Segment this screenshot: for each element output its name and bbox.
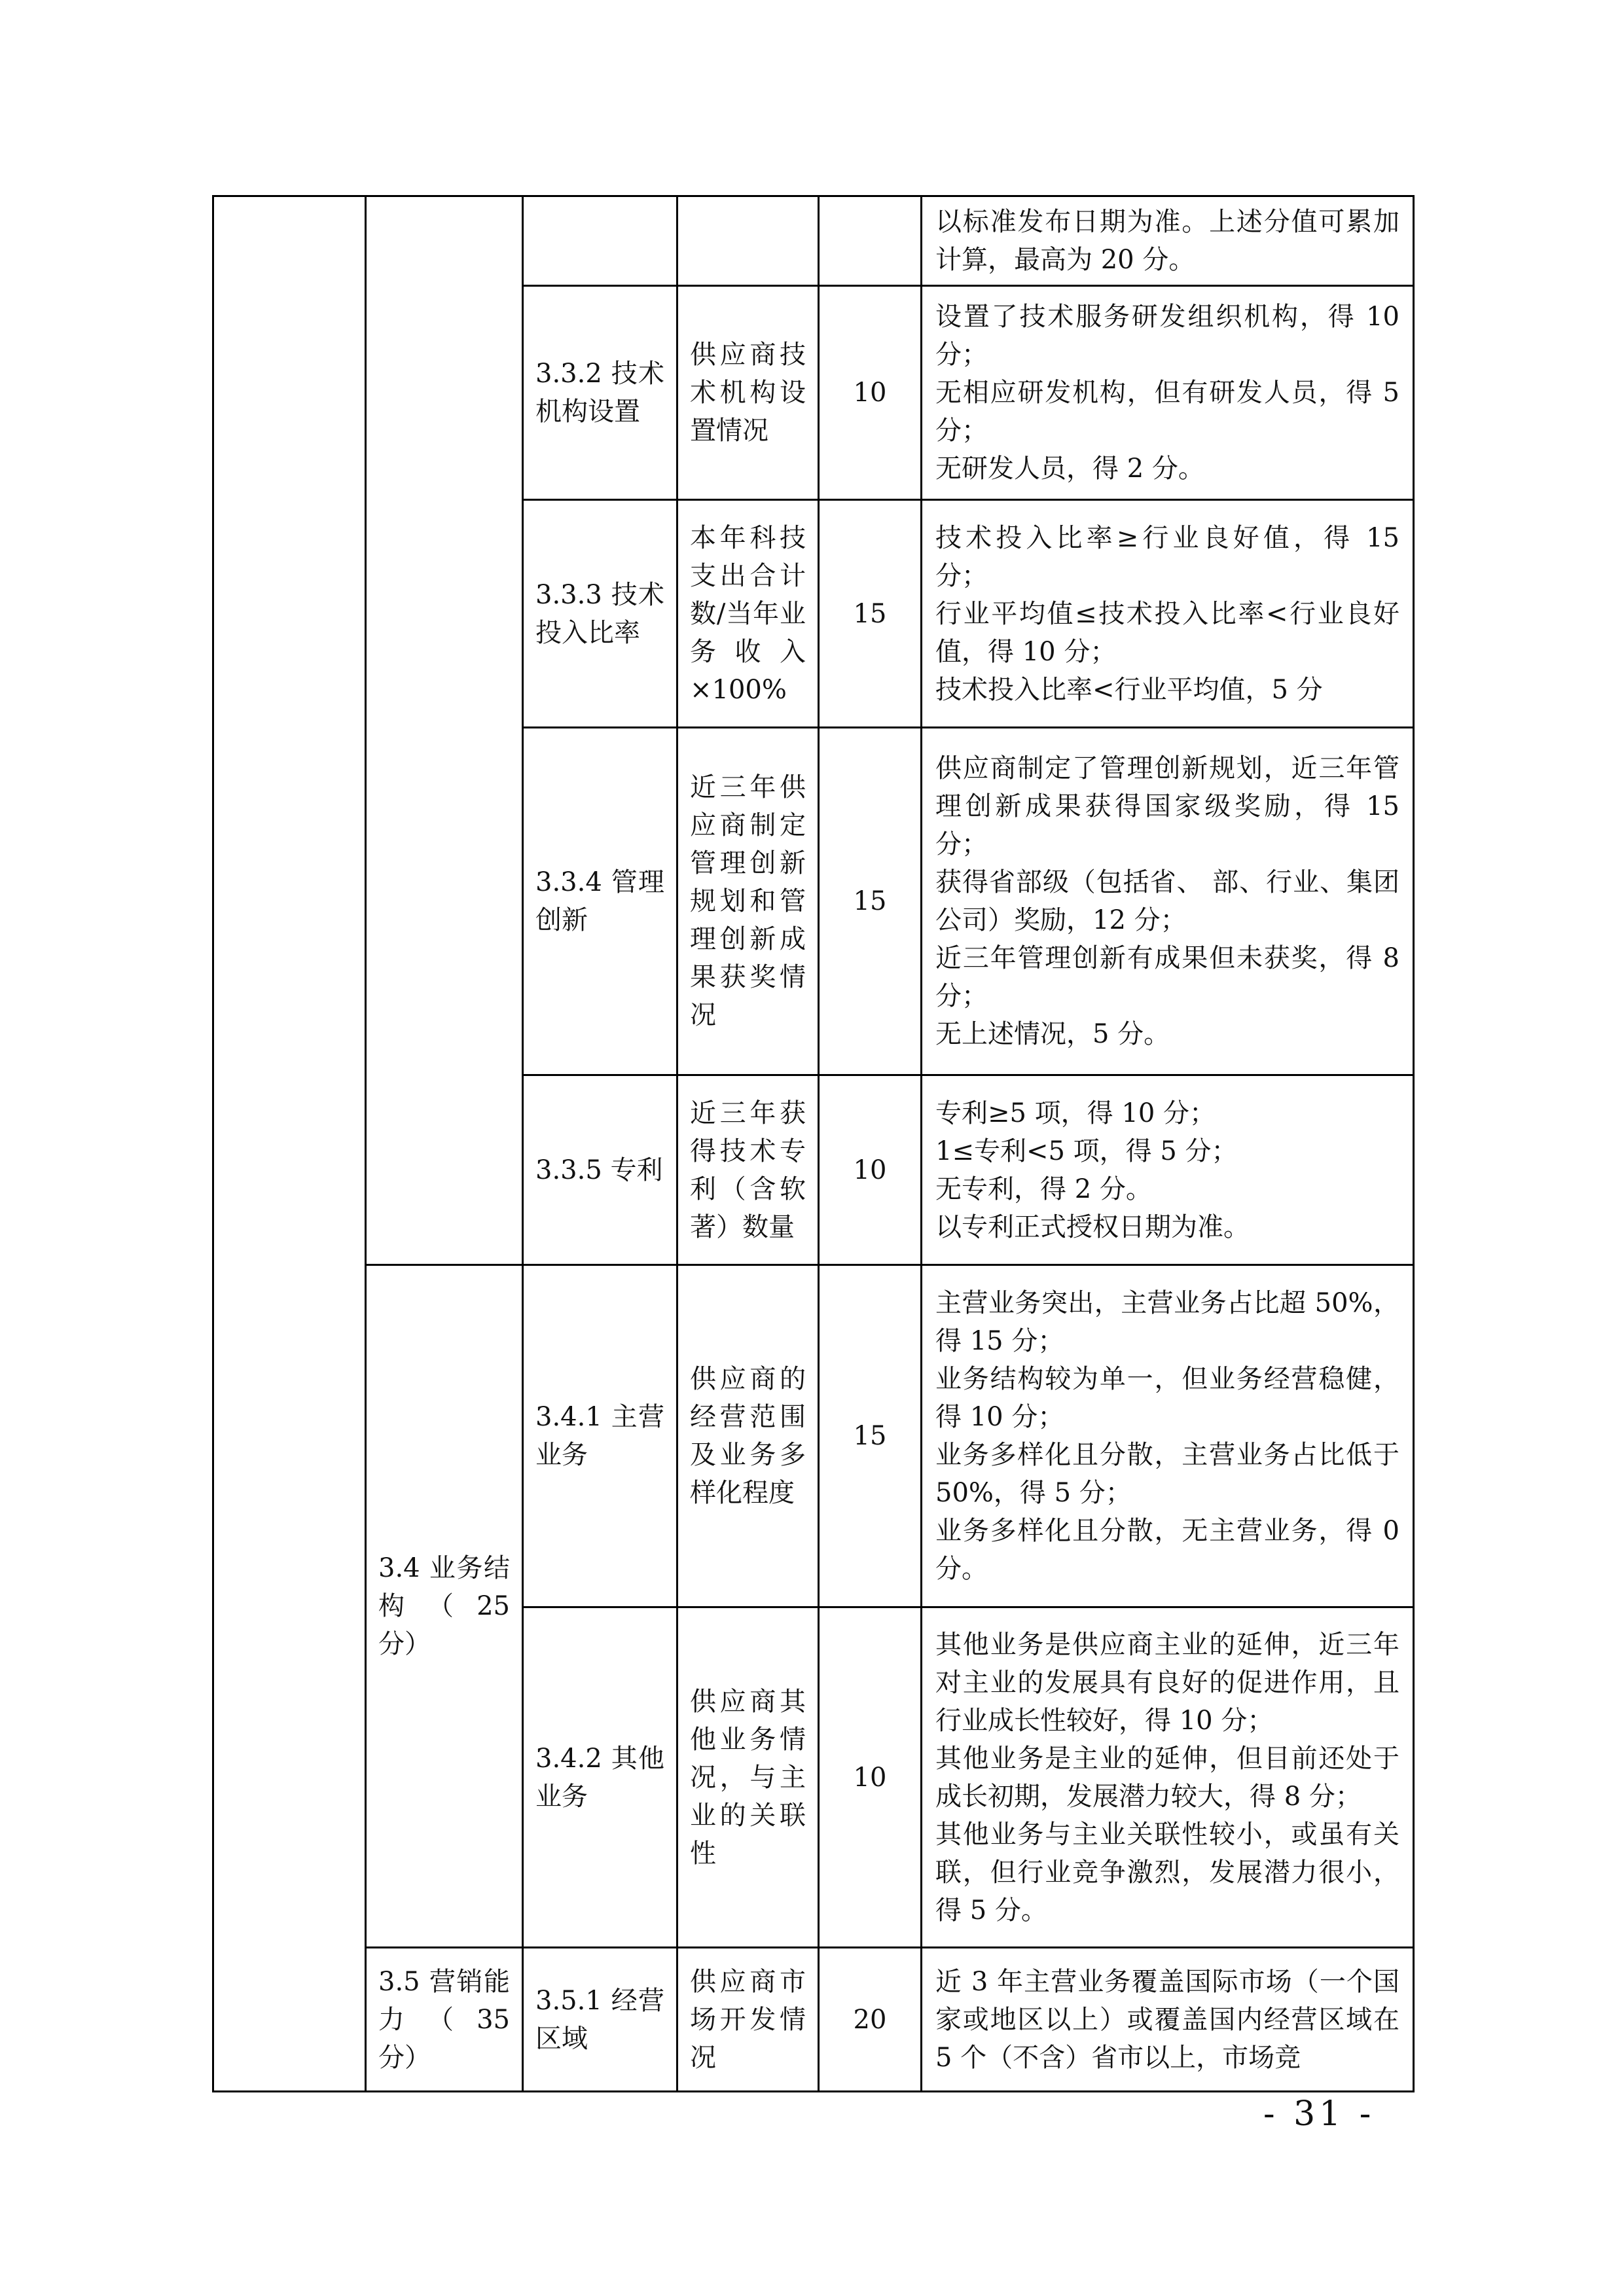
table-row bbox=[213, 1265, 1414, 1607]
category-cell: 3.5 营销能力（35 分） bbox=[366, 1948, 523, 2092]
criteria-cell bbox=[922, 1607, 1414, 1948]
score-cell bbox=[819, 196, 922, 286]
criteria-cell bbox=[922, 728, 1414, 1075]
score-cell: 10 bbox=[819, 286, 922, 500]
table-row bbox=[213, 196, 1414, 286]
criteria-line: 近三年管理创新有成果但未获奖，得 8 分； bbox=[935, 943, 1399, 1011]
criteria-line: 其他业务与主业关联性较小，或虽有关联，但行业竞争激烈，发展潜力很小，得 5 分。 bbox=[935, 1819, 1399, 1926]
score-cell: 10 bbox=[819, 1075, 922, 1265]
criteria-line: 近 3 年主营业务覆盖国际市场（一个国家或地区以上）或覆盖国内经营区域在 5 个（不含）省市以上，市场竞 bbox=[935, 1966, 1399, 2073]
indicator-cell: 近三年获得技术专利（含软著）数量 bbox=[677, 1075, 819, 1265]
page-number: - 31 - bbox=[1263, 2094, 1375, 2134]
first-column-cell bbox=[213, 196, 366, 2092]
criteria-line: 以标准发布日期为准。上述分值可累加计算，最高为 20 分。 bbox=[935, 207, 1399, 275]
score-cell: 15 bbox=[819, 500, 922, 728]
indicator-cell: 供应商市场开发情况 bbox=[677, 1948, 819, 2092]
criteria-cell bbox=[922, 500, 1414, 728]
criteria-line: 无上述情况，5 分。 bbox=[935, 1019, 1170, 1049]
criteria-line: 行业平均值≤技术投入比率<行业良好值，得 10 分； bbox=[935, 598, 1399, 667]
sub-item-cell: 3.3.4 管理创新 bbox=[523, 728, 677, 1075]
criteria-cell bbox=[922, 1265, 1414, 1607]
indicator-cell: 近三年供应商制定管理创新规划和管理创新成果获奖情况 bbox=[677, 728, 819, 1075]
indicator-cell: 供应商技术机构设置情况 bbox=[677, 286, 819, 500]
criteria-line: 以专利正式授权日期为准。 bbox=[935, 1211, 1250, 1242]
criteria-cell bbox=[922, 196, 1414, 286]
sub-item-cell: 3.3.2 技术机构设置 bbox=[523, 286, 677, 500]
criteria-line: 无专利，得 2 分。 bbox=[935, 1174, 1152, 1204]
criteria-line: 1≤专利<5 项，得 5 分； bbox=[935, 1136, 1238, 1166]
criteria-line: 供应商制定了管理创新规划，近三年管理创新成果获得国家级奖励，得 15 分； bbox=[935, 753, 1399, 859]
criteria-line: 技术投入比率<行业平均值，5 分 bbox=[935, 674, 1323, 705]
criteria-line: 无研发人员，得 2 分。 bbox=[935, 454, 1204, 484]
sub-item-cell: 3.3.3 技术投入比率 bbox=[523, 500, 677, 728]
evaluation-table bbox=[212, 195, 1415, 2092]
score-cell: 20 bbox=[819, 1948, 922, 2092]
criteria-line: 其他业务是主业的延伸，但目前还处于成长初期，发展潜力较大，得 8 分； bbox=[935, 1743, 1399, 1812]
criteria-line: 专利≥5 项，得 10 分； bbox=[935, 1098, 1216, 1128]
criteria-line: 业务结构较为单一，但业务经营稳健，得 10 分； bbox=[935, 1364, 1399, 1432]
criteria-cell bbox=[922, 286, 1414, 500]
score-cell: 15 bbox=[819, 1265, 922, 1607]
indicator-cell: 本年科技支出合计数/当年业务收入×100% bbox=[677, 500, 819, 728]
indicator-cell bbox=[677, 196, 819, 286]
category-cell: 3.4 业务结构（25 分） bbox=[366, 1265, 523, 1948]
criteria-line: 技术投入比率≥行业良好值，得 15 分； bbox=[935, 522, 1399, 591]
criteria-line: 设置了技术服务研发组织机构，得 10 分； bbox=[935, 302, 1399, 370]
criteria-line: 业务多样化且分散，无主营业务，得 0 分。 bbox=[935, 1516, 1399, 1584]
criteria-line: 无相应研发机构，但有研发人员，得 5 分； bbox=[935, 378, 1399, 446]
sub-item-cell: 3.4.1 主营业务 bbox=[523, 1265, 677, 1607]
sub-item-cell: 3.4.2 其他业务 bbox=[523, 1607, 677, 1948]
table-row bbox=[213, 1948, 1414, 2092]
sub-item-cell: 3.3.5 专利 bbox=[523, 1075, 677, 1265]
criteria-line: 其他业务是供应商主业的延伸，近三年对主业的发展具有良好的促进作用，且行业成长性较好，得 10 分； bbox=[935, 1629, 1399, 1736]
score-cell: 15 bbox=[819, 728, 922, 1075]
sub-item-cell: 3.5.1 经营区域 bbox=[523, 1948, 677, 2092]
criteria-cell bbox=[922, 1075, 1414, 1265]
indicator-cell: 供应商其他业务情况，与主业的关联性 bbox=[677, 1607, 819, 1948]
criteria-line: 业务多样化且分散，主营业务占比低于 50%，得 5 分； bbox=[935, 1440, 1399, 1508]
score-cell: 10 bbox=[819, 1607, 922, 1948]
criteria-line: 获得省部级（包括省、 部、行业、集团公司）奖励，12 分； bbox=[935, 867, 1399, 935]
criteria-line: 主营业务突出，主营业务占比超 50%，得 15 分； bbox=[935, 1288, 1399, 1356]
category-cell-empty bbox=[366, 196, 523, 1265]
indicator-cell: 供应商的经营范围及业务多样化程度 bbox=[677, 1265, 819, 1607]
criteria-cell bbox=[922, 1948, 1414, 2092]
sub-item-cell bbox=[523, 196, 677, 286]
